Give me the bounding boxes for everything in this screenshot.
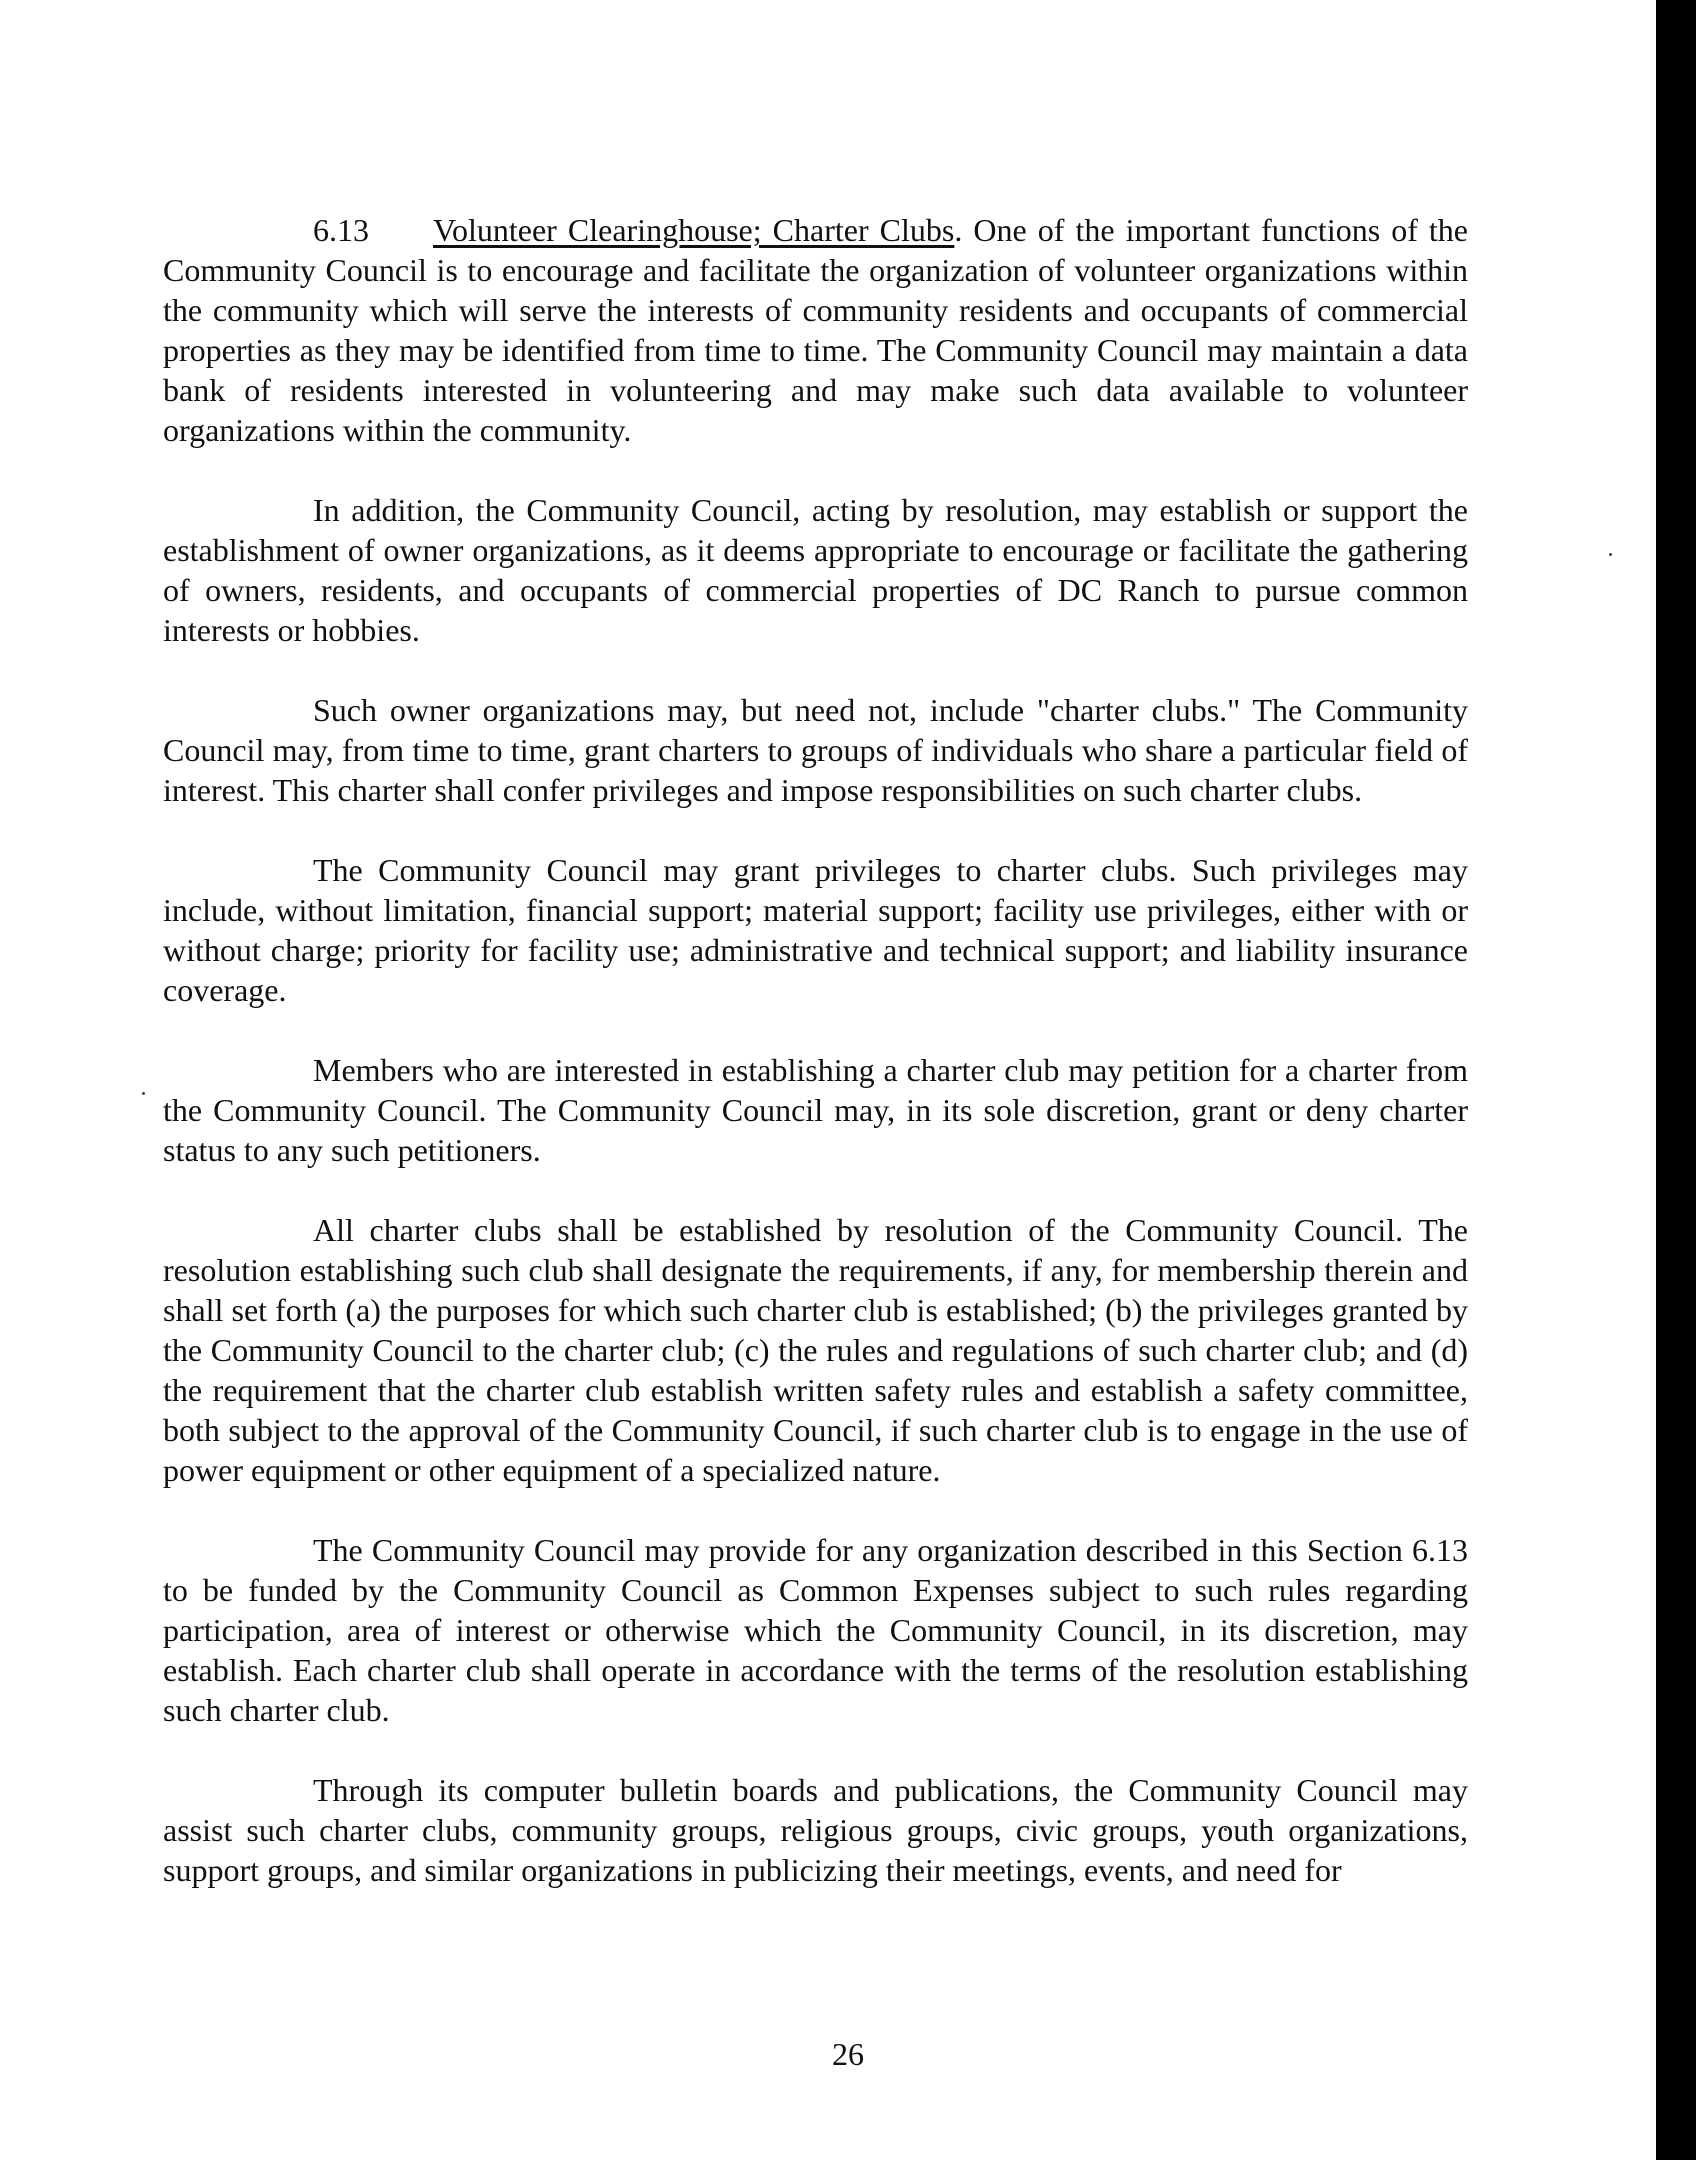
paragraph-publicity: Through its computer bulletin boards and publications, the Community Council may assist such charter clubs, community groups, religious groups, civic groups, youth organizations, support groups, and similar organizations in publicizing their meetings, events, and need for — [163, 1772, 1468, 1888]
page-number: 26 — [832, 2036, 864, 2072]
section-title: Volunteer Clearinghouse; Charter Clubs — [433, 212, 955, 248]
scan-speck — [1609, 553, 1612, 556]
section-intro-paragraph — [163, 210, 1468, 450]
section-number: 6.13 — [313, 212, 369, 248]
scan-speck — [142, 1092, 145, 1095]
section-intro-text: . One of the important functions of the Community Council is to encourage and facilitate the organization of volunteer organizations within the community which will serve the interests of community residents and occupants of commercial properties as they may be identified from time to time. The Community Council may maintain a data bank of residents interested in volunteering and may make such data available to volunteer organizations within the community. — [163, 212, 1468, 448]
paragraph-privileges: The Community Council may grant privileges to charter clubs. Such privileges may include, without limitation, financial support; material support; facility use privileges, either with or without charge; priority for facility use; administrative and technical support; and liability insurance coverage. — [163, 852, 1468, 1008]
paragraph-establishment: All charter clubs shall be established by resolution of the Community Council. The resolution establishing such club shall designate the requirements, if any, for membership therein and shall set forth (a) the purposes for which such charter club is established; (b) the privileges granted by the Community Council to the charter club; (c) the rules and regulations of such charter club; and (d) the requirement that the charter club establish written safety rules and establish a safety committee, both subject to the approval of the Community Council, if such charter club is to engage in the use of power equipment or other equipment of a specialized nature. — [163, 1212, 1468, 1488]
paragraph-owner-organizations: In addition, the Community Council, acting by resolution, may establish or support the establishment of owner organizations, as it deems appropriate to encourage or facilitate the gathering of owners, residents, and occupants of commercial properties of DC Ranch to pursue common interests or hobbies. — [163, 492, 1468, 648]
paragraph-petition: Members who are interested in establishing a charter club may petition for a charter from the Community Council. The Community Council may, in its sole discretion, grant or deny charter status to any such petitioners. — [163, 1052, 1468, 1168]
scan-edge — [1656, 0, 1696, 2160]
document-page — [163, 210, 1468, 1890]
paragraph-charter-clubs: Such owner organizations may, but need not, include "charter clubs." The Community Council may, from time to time, grant charters to groups of individuals who share a particular field of interest. This charter shall confer privileges and impose responsibilities on such charter clubs. — [163, 692, 1468, 808]
paragraph-funding: The Community Council may provide for any organization described in this Section 6.13 to be funded by the Community Council as Common Expenses subject to such rules regarding participation, area of interest or otherwise which the Community Council, in its discretion, may establish. Each charter club shall operate in accordance with the terms of the resolution establishing such charter club. — [163, 1532, 1468, 1728]
